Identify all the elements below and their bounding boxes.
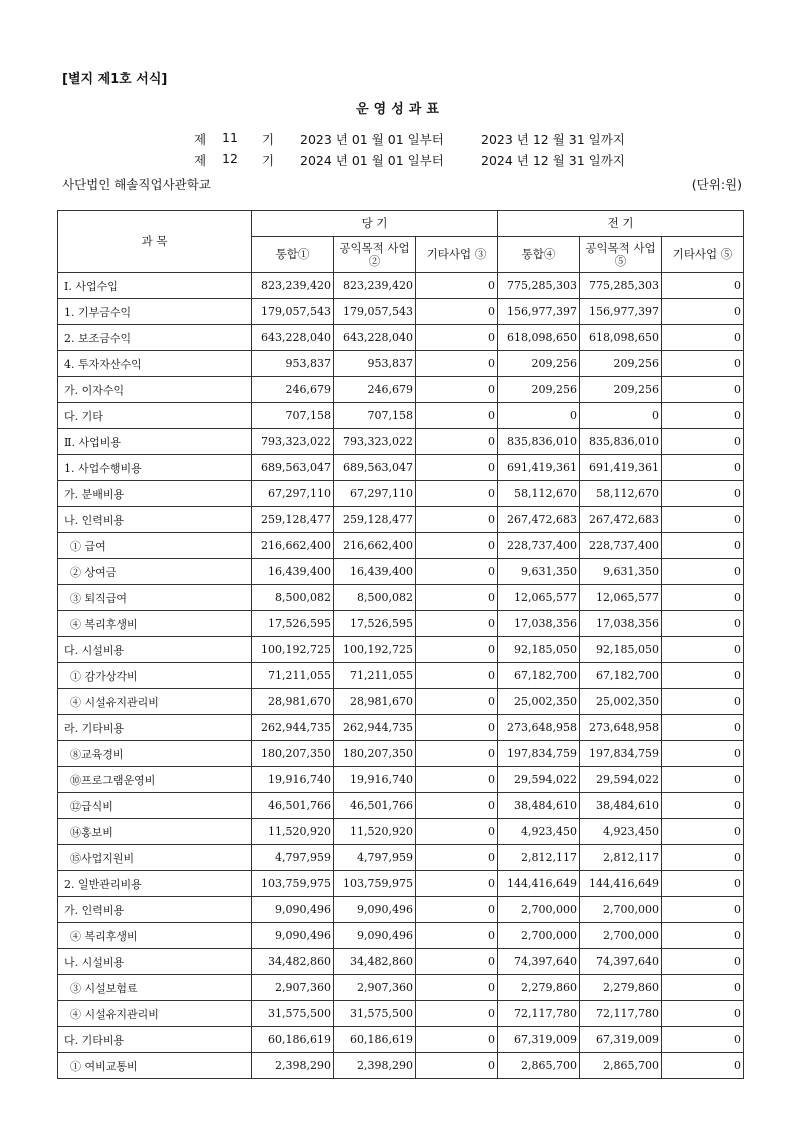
amount-cell: 262,944,735 xyxy=(334,715,416,741)
account-name: ⑫급식비 xyxy=(58,793,252,819)
amount-cell: 9,090,496 xyxy=(334,897,416,923)
amount-cell: 19,916,740 xyxy=(334,767,416,793)
amount-cell: 144,416,649 xyxy=(580,871,662,897)
amount-cell: 953,837 xyxy=(252,351,334,377)
amount-cell: 28,981,670 xyxy=(252,689,334,715)
amount-cell: 92,185,050 xyxy=(498,637,580,663)
previous-public-header: 공익목적 사업⑤ xyxy=(580,237,662,273)
table-row xyxy=(58,403,744,429)
table-row xyxy=(58,637,744,663)
amount-cell: 11,520,920 xyxy=(334,819,416,845)
amount-cell: 0 xyxy=(416,325,498,351)
previous-period-header: 전 기 xyxy=(498,211,744,237)
amount-cell: 707,158 xyxy=(334,403,416,429)
table-row xyxy=(58,1053,744,1079)
amount-cell: 17,038,356 xyxy=(580,611,662,637)
amount-cell: 0 xyxy=(416,481,498,507)
account-name: Ⅰ. 사업수입 xyxy=(58,273,252,299)
amount-cell: 0 xyxy=(662,429,744,455)
account-name: ④ 복리후생비 xyxy=(58,611,252,637)
amount-cell: 0 xyxy=(662,481,744,507)
amount-cell: 29,594,022 xyxy=(498,767,580,793)
amount-cell: 8,500,082 xyxy=(334,585,416,611)
amount-cell: 0 xyxy=(416,975,498,1001)
amount-cell: 793,323,022 xyxy=(252,429,334,455)
amount-cell: 25,002,350 xyxy=(498,689,580,715)
period-number: 12 xyxy=(222,151,238,166)
amount-cell: 16,439,400 xyxy=(252,559,334,585)
amount-cell: 67,297,110 xyxy=(252,481,334,507)
amount-cell: 643,228,040 xyxy=(334,325,416,351)
period-end: 2024 년 12 월 31 일까지 xyxy=(481,153,625,168)
table-row xyxy=(58,975,744,1001)
account-name: ① 급여 xyxy=(58,533,252,559)
amount-cell: 2,700,000 xyxy=(580,897,662,923)
amount-cell: 72,117,780 xyxy=(580,1001,662,1027)
table-row xyxy=(58,715,744,741)
unit-label: (단위:원) xyxy=(691,177,742,192)
amount-cell: 9,090,496 xyxy=(252,897,334,923)
current-total-header: 통합① xyxy=(252,237,334,273)
table-row xyxy=(58,585,744,611)
amount-cell: 209,256 xyxy=(580,377,662,403)
amount-cell: 2,700,000 xyxy=(498,897,580,923)
amount-cell: 0 xyxy=(662,897,744,923)
amount-cell: 0 xyxy=(416,689,498,715)
account-name: ② 상여금 xyxy=(58,559,252,585)
operating-results-table xyxy=(57,210,744,1079)
amount-cell: 9,090,496 xyxy=(252,923,334,949)
form-label: [별지 제1호 서식] xyxy=(62,72,168,87)
amount-cell: 12,065,577 xyxy=(580,585,662,611)
account-name: 다. 시설비용 xyxy=(58,637,252,663)
amount-cell: 0 xyxy=(416,923,498,949)
amount-cell: 823,239,420 xyxy=(334,273,416,299)
amount-cell: 0 xyxy=(662,455,744,481)
table-row xyxy=(58,351,744,377)
account-name: 1. 기부금수익 xyxy=(58,299,252,325)
amount-cell: 156,977,397 xyxy=(498,299,580,325)
amount-cell: 0 xyxy=(416,351,498,377)
amount-cell: 0 xyxy=(662,1001,744,1027)
amount-cell: 0 xyxy=(416,741,498,767)
amount-cell: 0 xyxy=(416,403,498,429)
amount-cell: 34,482,860 xyxy=(252,949,334,975)
amount-cell: 2,398,290 xyxy=(252,1053,334,1079)
amount-cell: 618,098,650 xyxy=(580,325,662,351)
amount-cell: 246,679 xyxy=(334,377,416,403)
amount-cell: 0 xyxy=(662,689,744,715)
amount-cell: 2,812,117 xyxy=(580,845,662,871)
amount-cell: 0 xyxy=(416,871,498,897)
amount-cell: 0 xyxy=(416,273,498,299)
table-row xyxy=(58,273,744,299)
amount-cell: 71,211,055 xyxy=(252,663,334,689)
amount-cell: 103,759,975 xyxy=(334,871,416,897)
amount-cell: 0 xyxy=(662,273,744,299)
amount-cell: 2,907,360 xyxy=(252,975,334,1001)
amount-cell: 0 xyxy=(498,403,580,429)
amount-cell: 9,631,350 xyxy=(580,559,662,585)
table-row xyxy=(58,1027,744,1053)
amount-cell: 0 xyxy=(416,585,498,611)
amount-cell: 0 xyxy=(416,1053,498,1079)
amount-cell: 0 xyxy=(416,611,498,637)
account-name: 가. 분배비용 xyxy=(58,481,252,507)
table-row xyxy=(58,507,744,533)
table-row xyxy=(58,455,744,481)
current-public-header: 공익목적 사업② xyxy=(334,237,416,273)
amount-cell: 0 xyxy=(662,663,744,689)
amount-cell: 0 xyxy=(580,403,662,429)
amount-cell: 0 xyxy=(662,949,744,975)
account-name: ① 여비교통비 xyxy=(58,1053,252,1079)
amount-cell: 0 xyxy=(416,429,498,455)
organization-name: 사단법인 해솔직업사관학교 xyxy=(62,177,211,192)
amount-cell: 156,977,397 xyxy=(580,299,662,325)
amount-cell: 209,256 xyxy=(498,377,580,403)
amount-cell: 0 xyxy=(416,663,498,689)
amount-cell: 17,038,356 xyxy=(498,611,580,637)
amount-cell: 0 xyxy=(416,845,498,871)
amount-cell: 9,090,496 xyxy=(334,923,416,949)
account-name: 라. 기타비용 xyxy=(58,715,252,741)
amount-cell: 67,182,700 xyxy=(580,663,662,689)
period-prefix: 제 xyxy=(194,132,207,147)
amount-cell: 246,679 xyxy=(252,377,334,403)
amount-cell: 0 xyxy=(416,819,498,845)
amount-cell: 4,797,959 xyxy=(334,845,416,871)
amount-cell: 28,981,670 xyxy=(334,689,416,715)
amount-cell: 0 xyxy=(662,507,744,533)
amount-cell: 823,239,420 xyxy=(252,273,334,299)
amount-cell: 60,186,619 xyxy=(252,1027,334,1053)
table-body xyxy=(58,273,744,1079)
table-row xyxy=(58,897,744,923)
account-name: ③ 시설보험료 xyxy=(58,975,252,1001)
amount-cell: 689,563,047 xyxy=(252,455,334,481)
amount-cell: 46,501,766 xyxy=(252,793,334,819)
amount-cell: 0 xyxy=(416,299,498,325)
amount-cell: 16,439,400 xyxy=(334,559,416,585)
amount-cell: 197,834,759 xyxy=(580,741,662,767)
account-name: Ⅱ. 사업비용 xyxy=(58,429,252,455)
amount-cell: 0 xyxy=(662,533,744,559)
amount-cell: 0 xyxy=(662,767,744,793)
table-row xyxy=(58,611,744,637)
amount-cell: 262,944,735 xyxy=(252,715,334,741)
amount-cell: 179,057,543 xyxy=(334,299,416,325)
amount-cell: 72,117,780 xyxy=(498,1001,580,1027)
period-end: 2023 년 12 월 31 일까지 xyxy=(481,132,625,147)
period-start: 2023 년 01 월 01 일부터 xyxy=(300,132,444,147)
amount-cell: 775,285,303 xyxy=(580,273,662,299)
account-name: ③ 퇴직급여 xyxy=(58,585,252,611)
amount-cell: 2,865,700 xyxy=(498,1053,580,1079)
period-suffix: 기 xyxy=(262,153,275,168)
amount-cell: 209,256 xyxy=(580,351,662,377)
amount-cell: 103,759,975 xyxy=(252,871,334,897)
table-row xyxy=(58,429,744,455)
amount-cell: 267,472,683 xyxy=(580,507,662,533)
current-period-header: 당 기 xyxy=(252,211,498,237)
account-name: ① 감가상각비 xyxy=(58,663,252,689)
amount-cell: 0 xyxy=(662,819,744,845)
amount-cell: 835,836,010 xyxy=(498,429,580,455)
amount-cell: 273,648,958 xyxy=(580,715,662,741)
amount-cell: 29,594,022 xyxy=(580,767,662,793)
amount-cell: 0 xyxy=(662,1027,744,1053)
table-row xyxy=(58,767,744,793)
table-row xyxy=(58,559,744,585)
account-name: ④ 복리후생비 xyxy=(58,923,252,949)
amount-cell: 0 xyxy=(662,403,744,429)
table-row xyxy=(58,325,744,351)
amount-cell: 0 xyxy=(662,871,744,897)
amount-cell: 689,563,047 xyxy=(334,455,416,481)
previous-total-header: 통합④ xyxy=(498,237,580,273)
amount-cell: 179,057,543 xyxy=(252,299,334,325)
amount-cell: 67,182,700 xyxy=(498,663,580,689)
account-header: 과 목 xyxy=(58,211,252,273)
amount-cell: 0 xyxy=(662,299,744,325)
amount-cell: 0 xyxy=(662,715,744,741)
amount-cell: 259,128,477 xyxy=(334,507,416,533)
amount-cell: 71,211,055 xyxy=(334,663,416,689)
previous-other-header: 기타사업 ⑤ xyxy=(662,237,744,273)
table-row xyxy=(58,819,744,845)
amount-cell: 0 xyxy=(416,897,498,923)
amount-cell: 0 xyxy=(416,377,498,403)
account-name: 2. 보조금수익 xyxy=(58,325,252,351)
amount-cell: 0 xyxy=(416,1001,498,1027)
table-row xyxy=(58,871,744,897)
amount-cell: 0 xyxy=(416,949,498,975)
table-row xyxy=(58,793,744,819)
amount-cell: 9,631,350 xyxy=(498,559,580,585)
amount-cell: 58,112,670 xyxy=(580,481,662,507)
amount-cell: 46,501,766 xyxy=(334,793,416,819)
amount-cell: 228,737,400 xyxy=(580,533,662,559)
amount-cell: 691,419,361 xyxy=(498,455,580,481)
amount-cell: 0 xyxy=(662,637,744,663)
amount-cell: 197,834,759 xyxy=(498,741,580,767)
amount-cell: 0 xyxy=(662,325,744,351)
account-name: ④ 시설유지관리비 xyxy=(58,689,252,715)
amount-cell: 228,737,400 xyxy=(498,533,580,559)
table-row xyxy=(58,377,744,403)
amount-cell: 34,482,860 xyxy=(334,949,416,975)
table-row xyxy=(58,845,744,871)
amount-cell: 12,065,577 xyxy=(498,585,580,611)
amount-cell: 67,319,009 xyxy=(580,1027,662,1053)
amount-cell: 2,865,700 xyxy=(580,1053,662,1079)
amount-cell: 17,526,595 xyxy=(252,611,334,637)
amount-cell: 267,472,683 xyxy=(498,507,580,533)
table-row xyxy=(58,949,744,975)
amount-cell: 2,279,860 xyxy=(580,975,662,1001)
amount-cell: 216,662,400 xyxy=(334,533,416,559)
amount-cell: 273,648,958 xyxy=(498,715,580,741)
amount-cell: 2,279,860 xyxy=(498,975,580,1001)
table-row xyxy=(58,533,744,559)
amount-cell: 67,297,110 xyxy=(334,481,416,507)
amount-cell: 2,700,000 xyxy=(498,923,580,949)
amount-cell: 38,484,610 xyxy=(498,793,580,819)
amount-cell: 58,112,670 xyxy=(498,481,580,507)
amount-cell: 74,397,640 xyxy=(580,949,662,975)
amount-cell: 0 xyxy=(662,923,744,949)
amount-cell: 618,098,650 xyxy=(498,325,580,351)
amount-cell: 0 xyxy=(662,377,744,403)
amount-cell: 0 xyxy=(416,767,498,793)
amount-cell: 67,319,009 xyxy=(498,1027,580,1053)
period-start: 2024 년 01 월 01 일부터 xyxy=(300,153,444,168)
table-row xyxy=(58,689,744,715)
amount-cell: 144,416,649 xyxy=(498,871,580,897)
amount-cell: 0 xyxy=(416,533,498,559)
amount-cell: 0 xyxy=(662,611,744,637)
amount-cell: 0 xyxy=(416,559,498,585)
amount-cell: 19,916,740 xyxy=(252,767,334,793)
table-row xyxy=(58,663,744,689)
amount-cell: 0 xyxy=(416,715,498,741)
account-name: 가. 이자수익 xyxy=(58,377,252,403)
period-number: 11 xyxy=(222,130,238,145)
amount-cell: 4,923,450 xyxy=(498,819,580,845)
amount-cell: 643,228,040 xyxy=(252,325,334,351)
amount-cell: 38,484,610 xyxy=(580,793,662,819)
amount-cell: 0 xyxy=(662,559,744,585)
amount-cell: 60,186,619 xyxy=(334,1027,416,1053)
amount-cell: 0 xyxy=(416,1027,498,1053)
amount-cell: 11,520,920 xyxy=(252,819,334,845)
amount-cell: 4,797,959 xyxy=(252,845,334,871)
account-name: ⑭홍보비 xyxy=(58,819,252,845)
period-prefix: 제 xyxy=(194,153,207,168)
amount-cell: 0 xyxy=(416,637,498,663)
amount-cell: 2,700,000 xyxy=(580,923,662,949)
account-name: 1. 사업수행비용 xyxy=(58,455,252,481)
amount-cell: 216,662,400 xyxy=(252,533,334,559)
account-name: 나. 시설비용 xyxy=(58,949,252,975)
amount-cell: 793,323,022 xyxy=(334,429,416,455)
amount-cell: 31,575,500 xyxy=(252,1001,334,1027)
amount-cell: 0 xyxy=(662,741,744,767)
account-name: ④ 시설유지관리비 xyxy=(58,1001,252,1027)
account-name: ⑧교육경비 xyxy=(58,741,252,767)
account-name: ⑮사업지원비 xyxy=(58,845,252,871)
table-row xyxy=(58,923,744,949)
amount-cell: 100,192,725 xyxy=(252,637,334,663)
account-name: ⑩프로그램운영비 xyxy=(58,767,252,793)
amount-cell: 0 xyxy=(662,585,744,611)
amount-cell: 180,207,350 xyxy=(252,741,334,767)
amount-cell: 31,575,500 xyxy=(334,1001,416,1027)
amount-cell: 92,185,050 xyxy=(580,637,662,663)
account-name: 4. 투자자산수익 xyxy=(58,351,252,377)
page-title: 운영성과표 xyxy=(356,102,444,117)
amount-cell: 775,285,303 xyxy=(498,273,580,299)
table-row xyxy=(58,299,744,325)
account-name: 2. 일반관리비용 xyxy=(58,871,252,897)
amount-cell: 180,207,350 xyxy=(334,741,416,767)
amount-cell: 209,256 xyxy=(498,351,580,377)
table-row xyxy=(58,1001,744,1027)
amount-cell: 2,907,360 xyxy=(334,975,416,1001)
amount-cell: 0 xyxy=(416,507,498,533)
period-suffix: 기 xyxy=(262,132,275,147)
amount-cell: 25,002,350 xyxy=(580,689,662,715)
amount-cell: 2,812,117 xyxy=(498,845,580,871)
amount-cell: 691,419,361 xyxy=(580,455,662,481)
amount-cell: 0 xyxy=(662,793,744,819)
amount-cell: 0 xyxy=(416,455,498,481)
amount-cell: 953,837 xyxy=(334,351,416,377)
amount-cell: 0 xyxy=(416,793,498,819)
amount-cell: 74,397,640 xyxy=(498,949,580,975)
amount-cell: 259,128,477 xyxy=(252,507,334,533)
account-name: 다. 기타비용 xyxy=(58,1027,252,1053)
amount-cell: 0 xyxy=(662,845,744,871)
amount-cell: 835,836,010 xyxy=(580,429,662,455)
amount-cell: 2,398,290 xyxy=(334,1053,416,1079)
amount-cell: 0 xyxy=(662,975,744,1001)
amount-cell: 100,192,725 xyxy=(334,637,416,663)
amount-cell: 0 xyxy=(662,351,744,377)
current-other-header: 기타사업 ③ xyxy=(416,237,498,273)
amount-cell: 17,526,595 xyxy=(334,611,416,637)
amount-cell: 707,158 xyxy=(252,403,334,429)
account-name: 나. 인력비용 xyxy=(58,507,252,533)
amount-cell: 0 xyxy=(662,1053,744,1079)
account-name: 다. 기타 xyxy=(58,403,252,429)
table-row xyxy=(58,741,744,767)
account-name: 가. 인력비용 xyxy=(58,897,252,923)
amount-cell: 8,500,082 xyxy=(252,585,334,611)
table-row xyxy=(58,481,744,507)
amount-cell: 4,923,450 xyxy=(580,819,662,845)
